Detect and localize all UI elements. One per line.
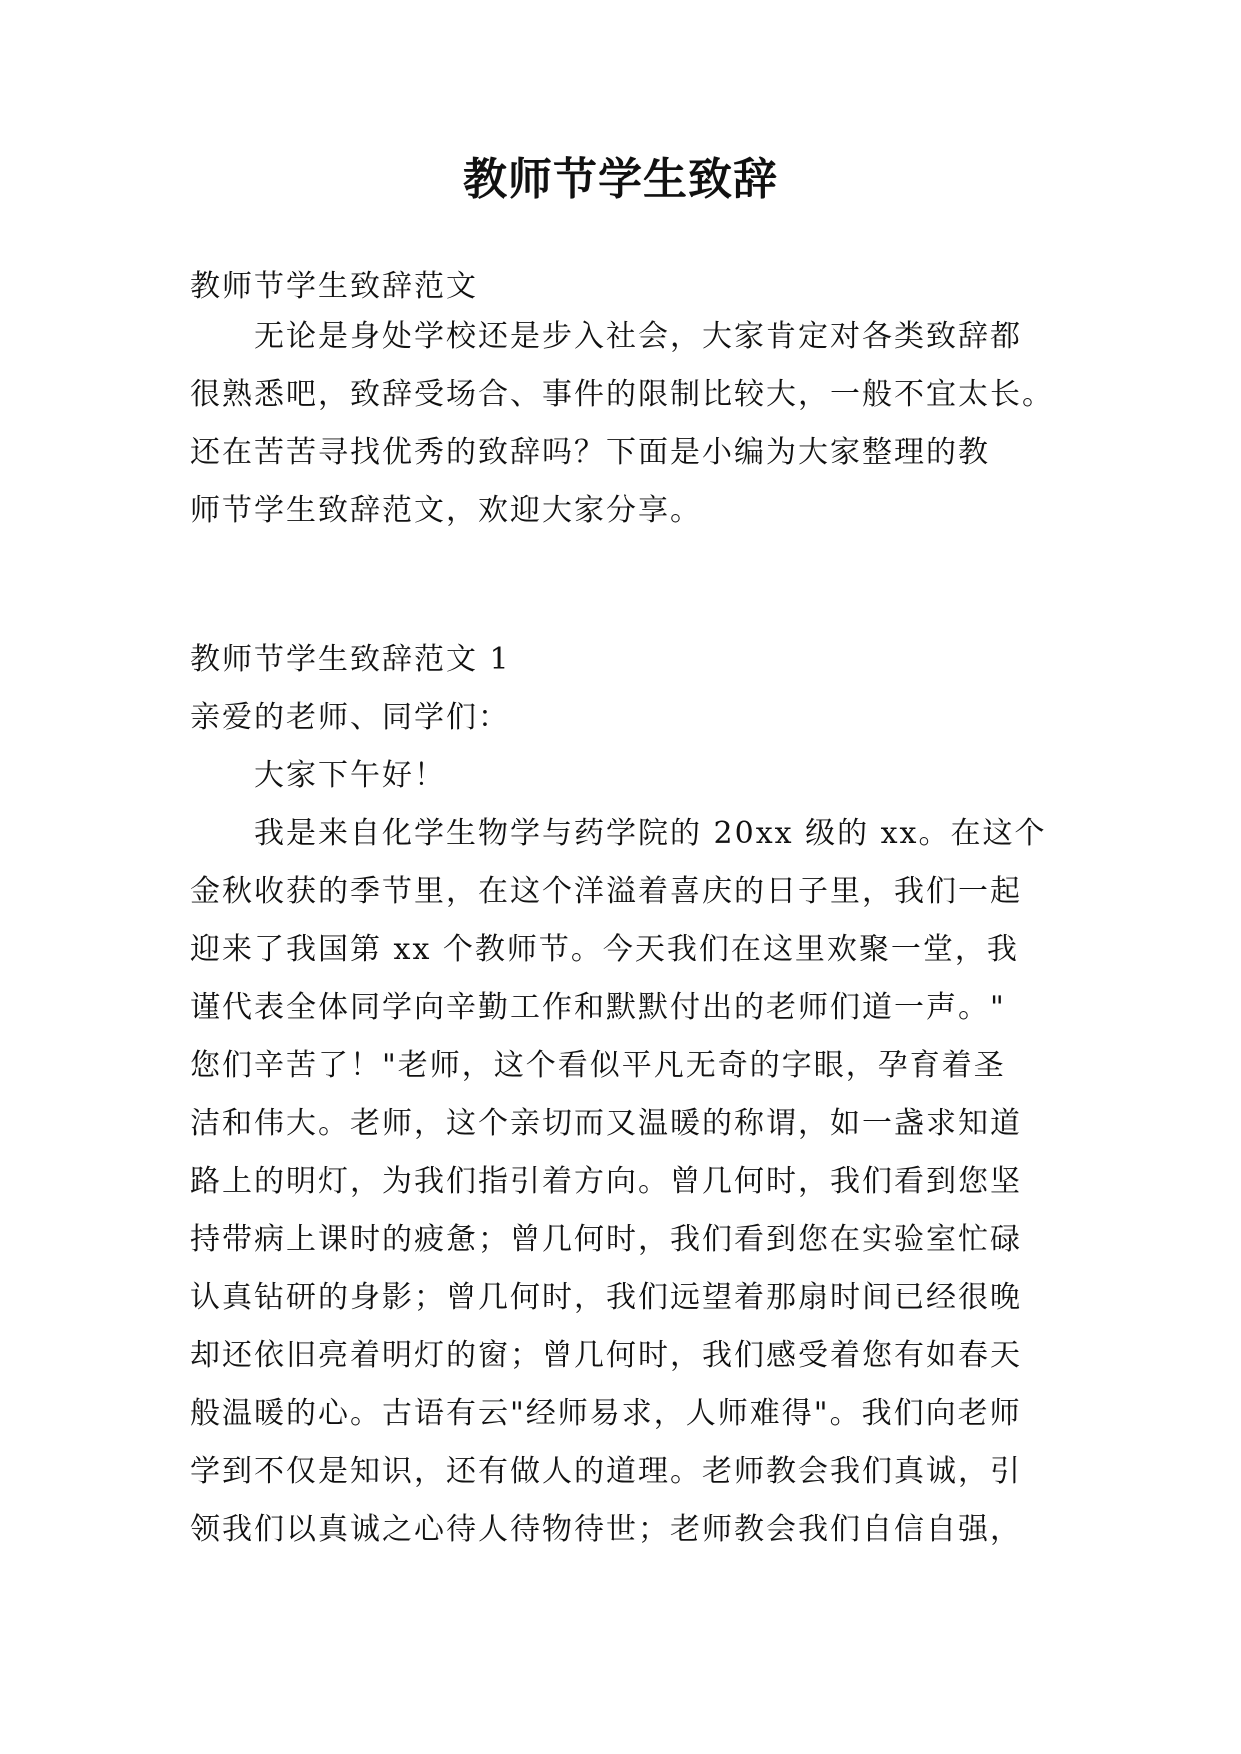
document-title: 教师节学生致辞 xyxy=(463,154,778,205)
text-line-salutation: 亲爱的老师、同学们： xyxy=(190,700,510,735)
text-line: 领我们以真诚之心待人待物待世；老师教会我们自信自强， xyxy=(190,1512,1022,1547)
text-line: 师节学生致辞范文，欢迎大家分享。 xyxy=(190,493,702,528)
text-line: 路上的明灯，为我们指引着方向。曾几何时，我们看到您坚 xyxy=(190,1164,1022,1199)
text-line: 无论是身处学校还是步入社会，大家肯定对各类致辞都 xyxy=(254,319,1022,354)
text-line: 认真钻研的身影；曾几何时，我们远望着那扇时间已经很晚 xyxy=(190,1280,1022,1315)
text-line: 很熟悉吧，致辞受场合、事件的限制比较大，一般不宜太长。 xyxy=(190,377,1054,412)
text-line: 还在苦苦寻找优秀的致辞吗？下面是小编为大家整理的教 xyxy=(190,435,990,470)
text-line: 我是来自化学生物学与药学院的 20xx 级的 xx。在这个 xyxy=(254,816,1047,851)
text-line: 般温暖的心。古语有云"经师易求，人师难得"。我们向老师 xyxy=(190,1396,1022,1431)
text-line-greeting: 大家下午好！ xyxy=(254,758,446,793)
text-line: 洁和伟大。老师，这个亲切而又温暖的称谓，如一盏求知道 xyxy=(190,1106,1022,1141)
text-line: 您们辛苦了！"老师，这个看似平凡无奇的字眼，孕育着圣 xyxy=(190,1048,1006,1083)
text-line: 却还依旧亮着明灯的窗；曾几何时，我们感受着您有如春天 xyxy=(190,1338,1022,1373)
text-line: 迎来了我国第 xx 个教师节。今天我们在这里欢聚一堂，我 xyxy=(190,932,1019,967)
text-line: 谨代表全体同学向辛勤工作和默默付出的老师们道一声。" xyxy=(190,990,1006,1025)
text-line: 金秋收获的季节里，在这个洋溢着喜庆的日子里，我们一起 xyxy=(190,874,1022,909)
text-line: 持带病上课时的疲惫；曾几何时，我们看到您在实验室忙碌 xyxy=(190,1222,1022,1257)
text-line: 学到不仅是知识，还有做人的道理。老师教会我们真诚，引 xyxy=(190,1454,1022,1489)
text-line-subheading: 教师节学生致辞范文 1 xyxy=(190,642,511,677)
text-line-section-heading: 教师节学生致辞范文 xyxy=(190,269,478,304)
